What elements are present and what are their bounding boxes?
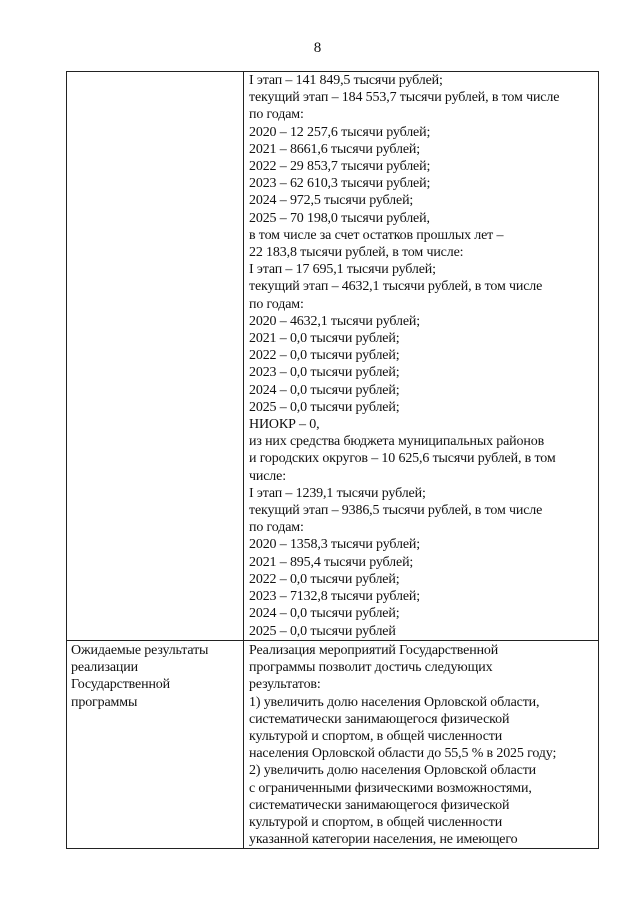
funding-text-line: 2025 – 0,0 тысячи рублей [249,623,396,639]
funding-text-line: 2023 – 0,0 тысячи рублей; [249,365,400,381]
results-text-line: указанной категории населения, не имеющего [249,832,518,848]
funding-text-line: по годам: [249,107,304,123]
results-text-line: культурой и спортом, в общей численности [249,729,503,745]
funding-text-line: текущий этап – 184 553,7 тысячи рублей, в том числе [249,90,560,106]
results-heading-line: Государственной [71,677,170,693]
funding-text-line: 22 183,8 тысячи рублей, в том числе: [249,245,464,261]
funding-text-line: 2022 – 29 853,7 тысячи рублей; [249,159,431,175]
program-passport-table [66,71,599,849]
funding-text-line: I этап – 141 849,5 тысячи рублей; [249,73,443,88]
results-text-line: 1) увеличить долю населения Орловской области, [249,694,540,710]
results-heading-line: реализации [71,660,138,676]
results-text-line: результатов: [249,677,321,693]
funding-text-line: текущий этап – 4632,1 тысячи рублей, в том числе [249,279,543,295]
funding-text-line: 2022 – 0,0 тысячи рублей; [249,348,400,364]
funding-text-line: 2023 – 7132,8 тысячи рублей; [249,589,420,605]
results-text-line: 2) увеличить долю населения Орловской области [249,763,537,779]
funding-text-line: числе: [249,468,286,484]
funding-text-line: 2024 – 0,0 тысячи рублей; [249,382,400,398]
funding-text-line: 2020 – 12 257,6 тысячи рублей; [249,124,431,140]
funding-text-line: 2021 – 0,0 тысячи рублей; [249,331,400,347]
results-text-line: систематически занимающегося физической [249,797,510,813]
funding-text-line: 2025 – 0,0 тысячи рублей; [249,399,400,415]
results-text-line: с ограниченными физическими возможностями, [249,780,532,796]
funding-text-line: 2024 – 972,5 тысячи рублей; [249,193,414,209]
funding-text-line: 2021 – 895,4 тысячи рублей; [249,554,414,570]
funding-text-line: 2021 – 8661,6 тысячи рублей; [249,141,420,157]
funding-text-line: и городских округов – 10 625,6 тысячи рублей, в том [249,451,556,467]
funding-text-line: I этап – 17 695,1 тысячи рублей; [249,262,436,278]
page-number: 8 [313,40,322,56]
expected-results-label-cell [67,641,244,848]
results-heading-line: программы [71,694,138,710]
funding-text-line: по годам: [249,296,304,312]
results-text-line: систематически занимающегося физической [249,711,510,727]
funding-text-line: 2025 – 70 198,0 тысячи рублей, [249,210,430,226]
funding-row-label-cell [67,72,244,640]
expected-results-value-cell [244,641,598,848]
funding-text-line: из них средства бюджета муниципальных районов [249,434,545,450]
results-text-line: программы позволит достичь следующих [249,660,493,676]
funding-text-line: по годам: [249,520,304,536]
funding-text-line: в том числе за счет остатков прошлых лет – [249,227,504,243]
funding-text-line: I этап – 1239,1 тысячи рублей; [249,485,426,501]
funding-row-value-cell [244,72,598,640]
results-heading-line: Ожидаемые результаты [71,643,209,658]
funding-text-line: текущий этап – 9386,5 тысячи рублей, в том числе [249,503,543,519]
expected-results-row [67,640,598,848]
funding-text-line: 2020 – 4632,1 тысячи рублей; [249,313,420,329]
funding-text-line: 2022 – 0,0 тысячи рублей; [249,571,400,587]
results-text-line: населения Орловской области до 55,5 % в 2025 году; [249,746,557,762]
results-text-line: Реализация мероприятий Государственной [249,643,499,658]
funding-text-line: 2020 – 1358,3 тысячи рублей; [249,537,420,553]
funding-row [67,72,598,640]
results-text-line: культурой и спортом, в общей численности [249,815,503,831]
funding-text-line: НИОКР – 0, [249,417,320,433]
funding-text-line: 2024 – 0,0 тысячи рублей; [249,606,400,622]
funding-text-line: 2023 – 62 610,3 тысячи рублей; [249,176,431,192]
